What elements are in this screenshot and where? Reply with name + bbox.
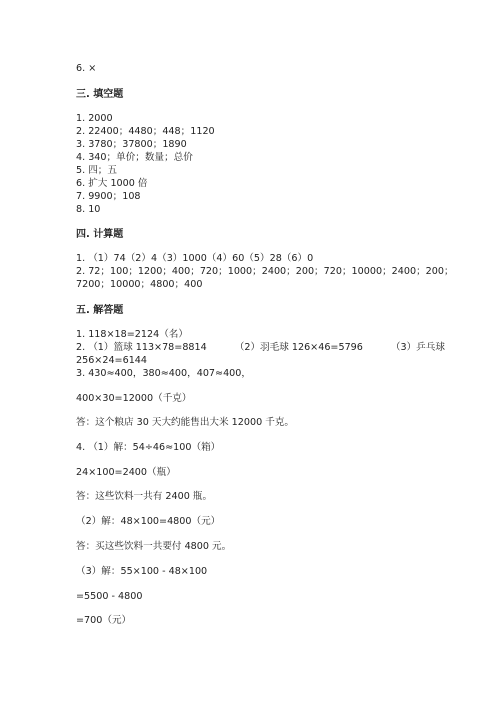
q4-line-3: （2）解：48×100=4800（元） [76, 516, 221, 527]
q4-line-5: =5500 - 4800 [76, 591, 143, 602]
q2-part-1: 2. （1）篮球 113×78=8814 [76, 342, 207, 353]
list-item: 8. 10 [76, 204, 101, 215]
answer-6: 6. × [76, 63, 97, 74]
q4-answer-1: 答：这些饮料一共有 2400 瓶。 [76, 491, 213, 502]
section-5-title: 五. 解答题 [76, 305, 124, 316]
calc-line-2-cont: 7200；10000；4800；400 [76, 279, 203, 290]
list-item: 1. 2000 [76, 113, 113, 124]
q4-line-2: 24×100=2400（瓶） [76, 467, 176, 478]
q3-line-2: 400×30=12000（千克） [76, 393, 192, 404]
list-item: 2. 22400；4480；448；1120 [76, 126, 215, 137]
list-item: 3. 3780；37800；1890 [76, 139, 187, 150]
q2-line [76, 341, 445, 354]
q3-answer: 答：这个粮店 30 天大约能售出大米 12000 千克。 [76, 417, 295, 428]
q4-answer-2: 答：买这些饮料一共要付 4800 元。 [76, 541, 232, 552]
calc-line-1: 1. （1）74（2）4（3）1000（4）60（5）28（6）0 [76, 253, 314, 264]
list-item: 4. 340；单价；数量；总价 [76, 152, 193, 163]
q4-line-6: =700（元） [76, 615, 132, 626]
q4-line-4: （3）解：55×100 - 48×100 [76, 566, 208, 577]
list-item: 6. 扩大 1000 倍 [76, 178, 148, 189]
q3-line-1: 3. 430≈400，380≈400，407≈400， [76, 368, 251, 379]
list-item: 5. 四；五 [76, 165, 117, 176]
q2-part-3: （3）乒乓球 [390, 342, 445, 353]
section-4-title: 四. 计算题 [76, 229, 124, 240]
calc-line-2: 2. 72；100；1200；400；720；1000；2400；200；720；10000；2400；200； [76, 266, 454, 277]
list-item: 7. 9900；108 [76, 191, 141, 202]
q2-part-2: （2）羽毛球 126×46=5796 [234, 342, 363, 353]
section-3-title: 三. 填空题 [76, 89, 124, 100]
q1-line: 1. 118×18=2124（名） [76, 329, 188, 340]
q4-line-1: 4. （1）解：54÷46≈100（箱） [76, 442, 221, 453]
q2-cont-line: 256×24=6144 [76, 355, 148, 366]
